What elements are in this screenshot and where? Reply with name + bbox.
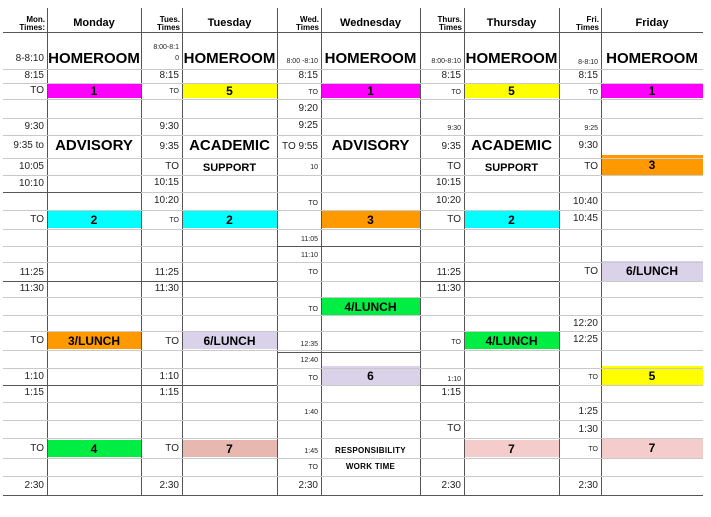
time-cell: 11:10 <box>301 251 318 259</box>
time-cell: TO <box>588 373 598 381</box>
time-cell: 9:20 <box>298 103 318 114</box>
grid-line <box>3 210 703 211</box>
tuesday-support: SUPPORT <box>202 161 257 174</box>
time-cell: 2:30 <box>24 480 44 491</box>
header-line: Tues. <box>159 15 180 24</box>
wednesday-period-1: 1 <box>321 84 420 98</box>
time-cell: 1:10 <box>159 371 179 382</box>
time-cell: 9:35 to <box>13 140 44 151</box>
grid-line <box>3 158 703 159</box>
time-cell: 8:15 <box>24 70 44 81</box>
time-cell: TO <box>451 338 461 346</box>
time-cell: 9:30 <box>447 124 461 132</box>
time-cell: 10:10 <box>18 178 44 189</box>
thursday-period-2: 2 <box>464 211 559 228</box>
grid-line <box>3 192 141 193</box>
time-cell: 9:30 <box>24 121 44 132</box>
time-cell: TO <box>30 85 44 96</box>
time-cell: TO <box>165 335 179 347</box>
grid-line <box>559 8 560 495</box>
thursday-academic: ACADEMIC <box>471 136 552 154</box>
grid-line <box>277 8 278 495</box>
tuesday-period-7: 7 <box>182 440 277 457</box>
grid-line <box>420 385 559 386</box>
wednesday-responsibility: RESPONSIBILITY <box>335 446 406 455</box>
time-cell: TO <box>447 213 461 225</box>
time-cell: 1:45 <box>304 447 318 455</box>
time-cell: TO <box>588 88 598 96</box>
time-cell: 10:20 <box>435 195 461 206</box>
time-cell: 12:25 <box>572 334 598 345</box>
grid-line <box>420 281 559 282</box>
time-cell: 8:00 -8:10 <box>286 57 318 65</box>
time-cell: 10:45 <box>572 213 598 224</box>
friday-period-6-lunch: 6/LUNCH <box>601 261 703 281</box>
grid-line <box>3 69 703 70</box>
time-cell: TO <box>584 265 598 277</box>
grid-line <box>277 352 420 353</box>
time-cell: 8:15 <box>159 70 179 81</box>
time-cell: 1:15 <box>24 387 44 398</box>
thursday-homeroom: HOMEROOM <box>465 49 558 67</box>
time-cell: TO <box>169 217 179 224</box>
header-line: Times <box>157 23 180 32</box>
wednesday-advisory: ADVISORY <box>331 136 410 154</box>
grid-line <box>182 8 183 495</box>
grid-line <box>3 175 703 176</box>
time-cell: 12:35 <box>300 340 318 348</box>
time-cell: 9:35 <box>441 141 461 152</box>
grid-line <box>3 297 703 298</box>
time-cell: 9:30 <box>159 121 179 132</box>
time-cell: TO <box>308 463 318 471</box>
grid-line <box>3 385 277 386</box>
thursday-period-4-lunch: 4/LUNCH <box>464 332 559 349</box>
tuesday-period-5: 5 <box>182 84 277 98</box>
time-cell: 9:35 <box>159 141 179 152</box>
time-cell: TO <box>451 88 461 96</box>
grid-line <box>3 229 703 230</box>
grid-line <box>3 350 703 351</box>
grid-line <box>3 315 703 316</box>
time-cell: TO <box>308 268 318 276</box>
monday-advisory: ADVISORY <box>55 136 133 154</box>
grid-line <box>3 262 703 263</box>
grid-line <box>141 192 703 193</box>
grid-line <box>559 385 703 386</box>
wed-times-header <box>277 8 321 32</box>
wednesday-period-3: 3 <box>321 211 420 228</box>
grid-line <box>601 8 602 495</box>
grid-line <box>3 246 277 247</box>
tuesday-academic: ACADEMIC <box>189 136 270 154</box>
monday-period-3-lunch: 3/LUNCH <box>47 332 141 349</box>
header-line: Fri. <box>586 15 599 24</box>
monday-period-2: 2 <box>47 211 141 228</box>
time-cell: 11:25 <box>436 267 461 278</box>
time-cell: 12:20 <box>572 318 598 329</box>
time-cell: 11:30 <box>436 283 461 294</box>
mon-times-header <box>3 8 47 32</box>
tuesday-period-6-lunch: 6/LUNCH <box>182 332 277 349</box>
time-cell: 10:15 <box>435 177 461 188</box>
time-cell: 11:25 <box>154 267 179 278</box>
time-cell: TO <box>30 442 44 454</box>
grid-line <box>3 118 703 119</box>
time-cell: 2:30 <box>159 480 179 491</box>
time-cell: 11:05 <box>301 235 318 243</box>
thu-times-header <box>420 8 464 32</box>
monday-period-1: 1 <box>47 84 141 98</box>
header-line: Thurs. <box>437 15 462 24</box>
tue-times-header <box>141 8 182 32</box>
time-cell: 0 <box>175 54 179 62</box>
time-cell: 10:40 <box>572 196 598 207</box>
grid-line <box>321 8 322 495</box>
friday-period-1: 1 <box>601 84 703 98</box>
grid-line <box>3 458 703 459</box>
friday-header: Friday <box>635 17 669 29</box>
header-line: Times <box>576 23 599 32</box>
time-cell: TO <box>308 305 318 313</box>
header-line: Mon. <box>26 15 45 24</box>
time-cell: 1:10 <box>447 375 461 383</box>
time-cell: 10 <box>310 163 318 171</box>
grid-line <box>420 246 703 247</box>
tuesday-header: Tuesday <box>207 17 252 29</box>
fri-times-header <box>559 8 601 32</box>
friday-period-7: 7 <box>601 438 703 458</box>
time-cell: 8-8:10 <box>578 58 598 66</box>
time-cell: 11:30 <box>154 283 179 294</box>
time-cell: TO <box>308 374 318 382</box>
friday-homeroom: HOMEROOM <box>606 49 698 67</box>
time-cell: 10:20 <box>153 195 179 206</box>
time-cell: 1:25 <box>578 406 598 417</box>
time-cell: 1:10 <box>24 371 44 382</box>
friday-period-3: 3 <box>601 155 703 175</box>
thursday-header: Thursday <box>486 17 537 29</box>
wednesday-work-time: WORK TIME <box>345 462 396 471</box>
grid-line <box>277 246 420 247</box>
time-cell: 1:15 <box>159 387 179 398</box>
grid-line <box>3 83 703 84</box>
time-cell: TO <box>308 88 318 96</box>
time-cell: TO <box>165 442 179 454</box>
time-cell: 12:40 <box>300 356 318 364</box>
grid-line <box>277 385 420 386</box>
friday-period-5: 5 <box>601 366 703 386</box>
time-cell: 9:25 <box>584 124 598 132</box>
monday-header: Monday <box>73 17 115 29</box>
time-cell: TO <box>169 87 179 95</box>
tuesday-period-2: 2 <box>182 211 277 228</box>
header-line: Wed. <box>300 15 319 24</box>
grid-line <box>3 476 703 477</box>
time-cell: 1:40 <box>304 408 318 416</box>
header-line: Times: <box>19 23 45 32</box>
thursday-support: SUPPORT <box>484 161 539 174</box>
time-cell: 8:15 <box>441 70 461 81</box>
time-cell: 11:30 <box>19 283 44 294</box>
grid-line <box>3 331 703 332</box>
thursday-period-5: 5 <box>464 84 559 98</box>
time-cell: 9:30 <box>578 140 598 151</box>
time-cell: 1:15 <box>441 387 461 398</box>
tuesday-homeroom: HOMEROOM <box>183 49 276 67</box>
time-cell: TO <box>308 199 318 207</box>
time-cell: 11:25 <box>19 267 44 278</box>
time-cell: 9:25 <box>298 120 318 131</box>
wednesday-period-4-lunch: 4/LUNCH <box>321 298 420 315</box>
wednesday-homeroom: HOMEROOM <box>324 49 417 67</box>
wednesday-header: Wednesday <box>340 17 401 29</box>
grid-line <box>277 281 420 282</box>
time-cell: TO <box>165 161 179 172</box>
time-cell: TO <box>588 445 598 453</box>
grid-line <box>3 420 703 421</box>
time-cell: 8:15 <box>578 70 598 81</box>
wednesday-period-6: 6 <box>321 366 420 386</box>
time-cell: 8-8:10 <box>15 53 44 64</box>
time-cell: 10:05 <box>18 161 44 172</box>
time-cell: 1:30 <box>578 424 598 435</box>
time-cell: TO <box>584 160 598 172</box>
header-line: Times <box>439 23 462 32</box>
grid-line <box>141 8 142 495</box>
schedule-grid <box>3 8 703 495</box>
time-cell: TO <box>447 423 461 434</box>
thursday-period-7: 7 <box>464 440 559 457</box>
time-cell: 2:30 <box>441 480 461 491</box>
monday-homeroom: HOMEROOM <box>48 49 140 67</box>
grid-line <box>3 402 703 403</box>
time-cell: 8:00-8:10 <box>431 57 461 65</box>
time-cell: 10:15 <box>153 177 179 188</box>
grid-line <box>47 8 48 495</box>
grid-line <box>3 99 703 100</box>
time-cell: 2:30 <box>578 480 598 491</box>
monday-period-4: 4 <box>47 440 141 457</box>
grid-line <box>464 8 465 495</box>
header-line: Times <box>296 23 319 32</box>
time-cell: 8:00-8:1 <box>153 43 179 51</box>
grid-line <box>3 281 277 282</box>
time-cell: TO <box>447 161 461 172</box>
grid-line <box>559 281 703 282</box>
time-cell: 8:15 <box>298 70 318 81</box>
time-cell: TO 9:55 <box>282 141 318 152</box>
grid-line <box>3 32 703 33</box>
grid-line <box>3 368 703 369</box>
grid-line <box>3 495 703 496</box>
grid-line <box>420 8 421 495</box>
grid-line <box>3 135 703 136</box>
time-cell: TO <box>30 334 44 346</box>
time-cell: 2:30 <box>298 480 318 491</box>
time-cell: TO <box>30 213 44 225</box>
grid-line <box>3 438 703 439</box>
